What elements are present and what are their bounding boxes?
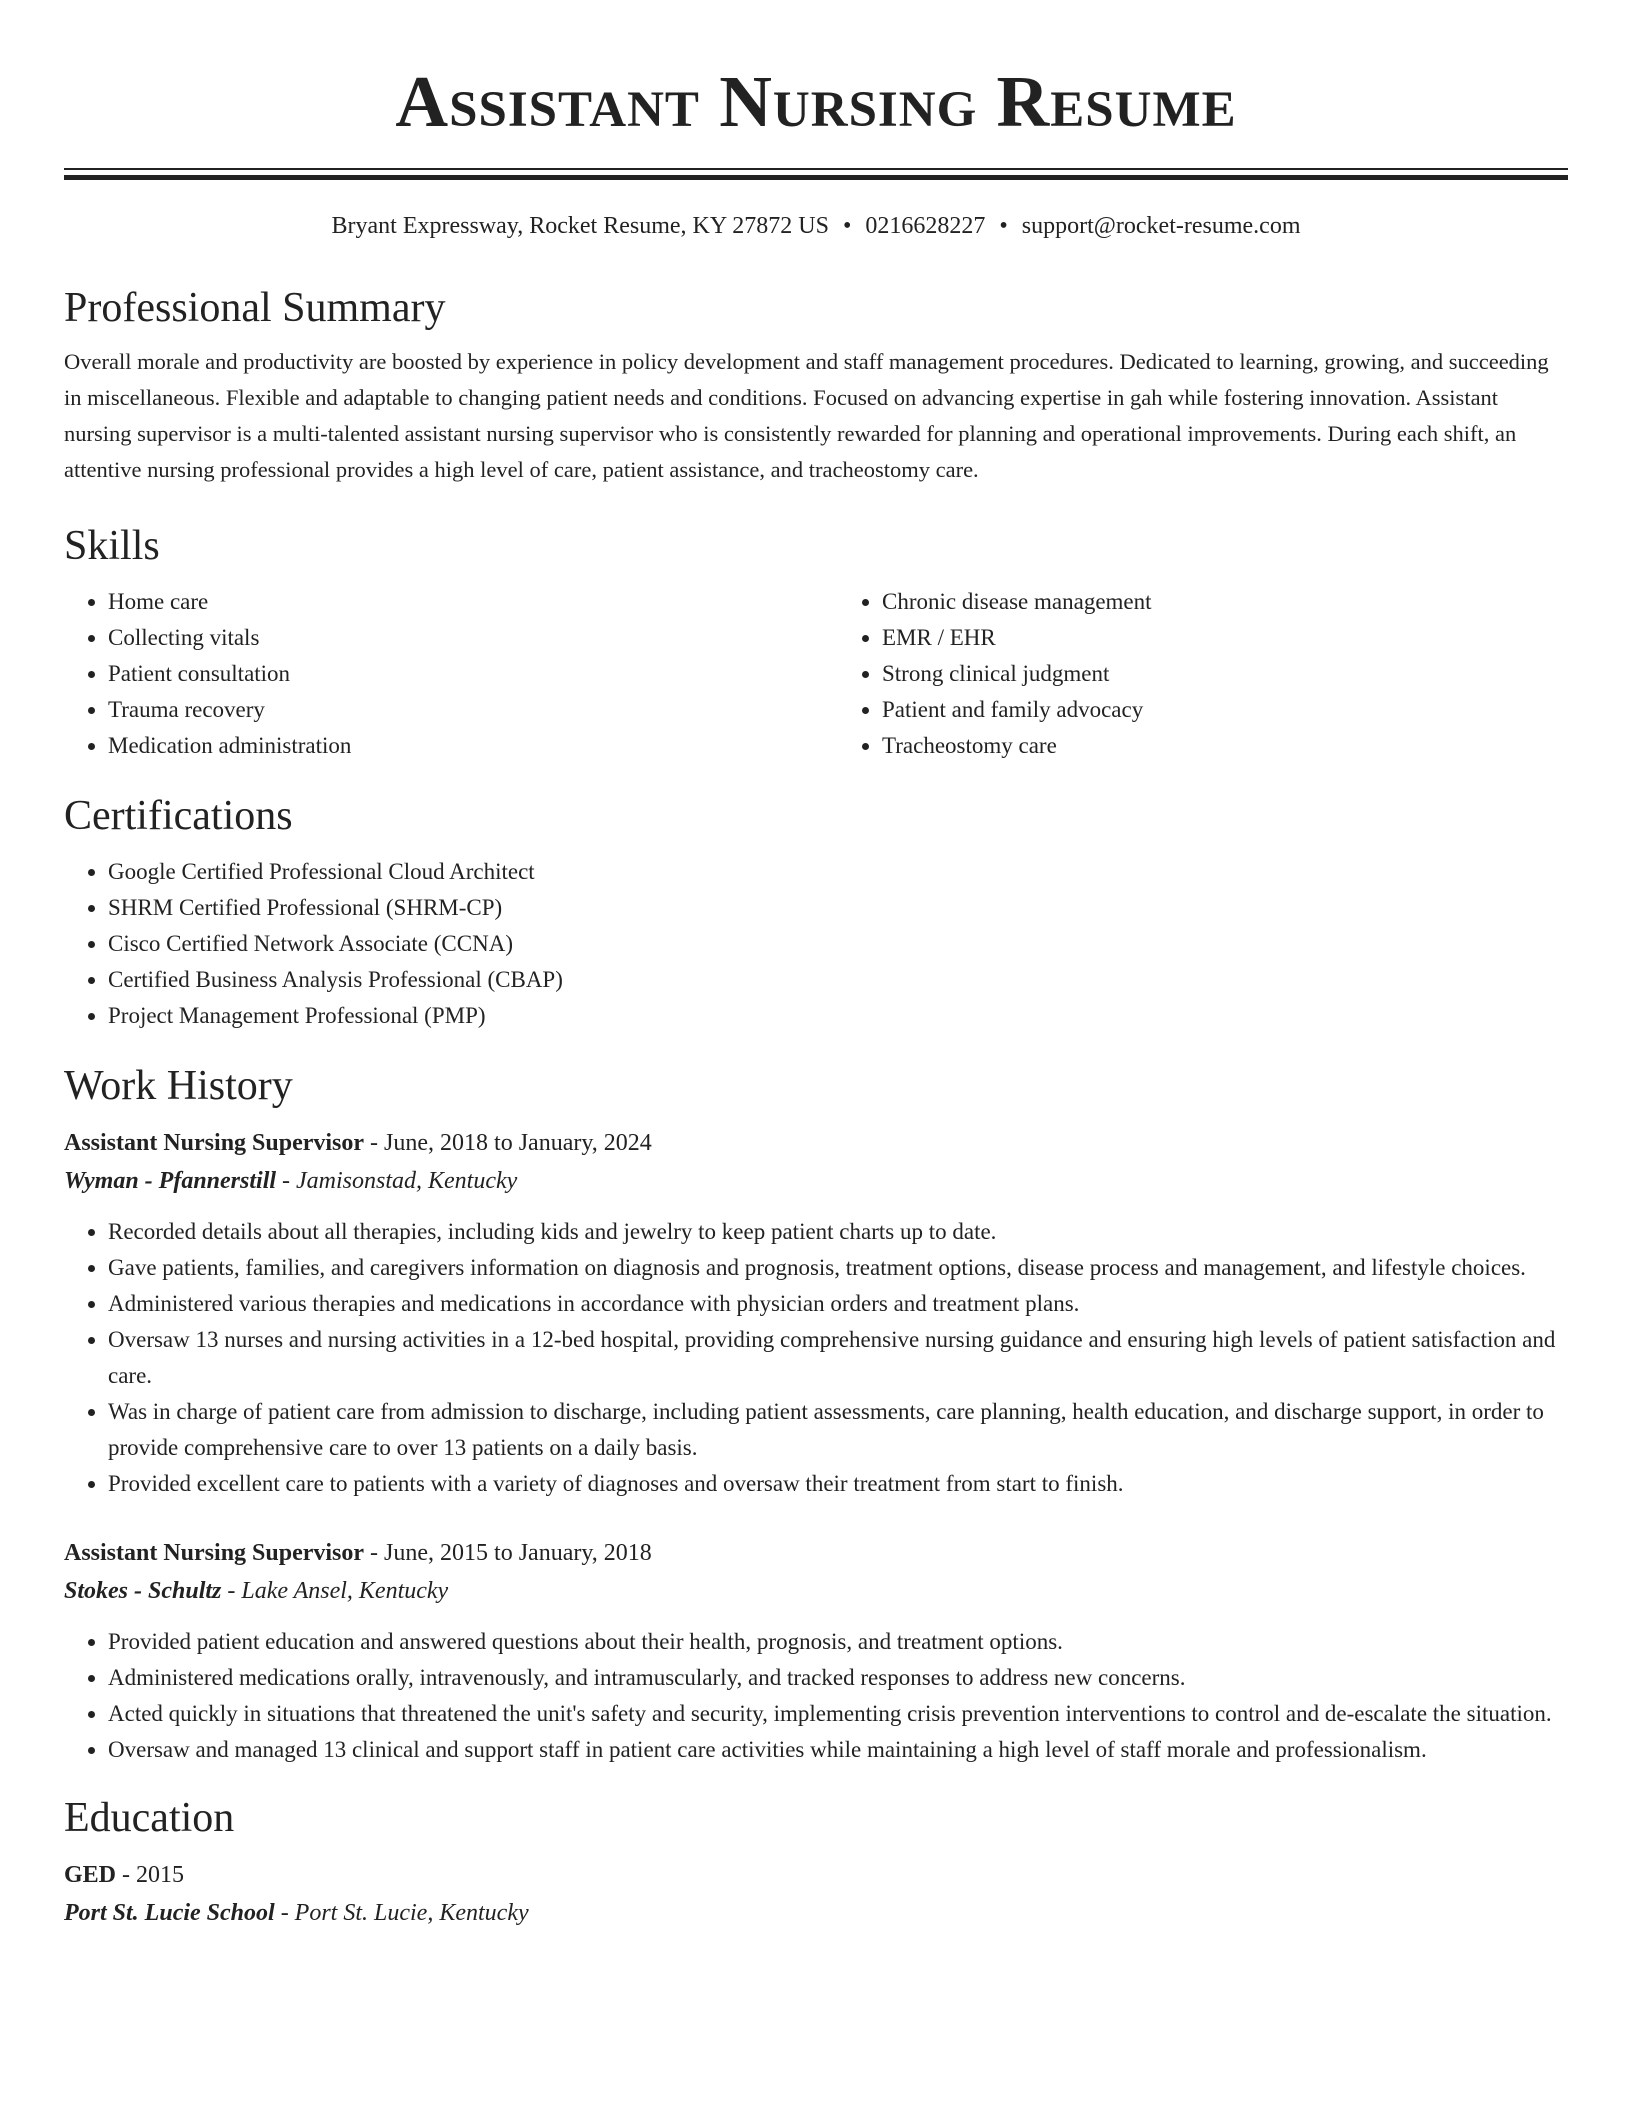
job-bullet: • Acted quickly in situations that threatened the unit's safety and security, implementing crisis prevention interventions to control and de-escalate the situation. <box>108 1696 1568 1732</box>
skill-item: • Collecting vitals <box>108 620 838 656</box>
job-bullet: • Recorded details about all therapies, including kids and jewelry to keep patient charts up to date. <box>108 1214 1568 1250</box>
skill-item: • Patient and family advocacy <box>882 692 1568 728</box>
skill-item: • Strong clinical judgment <box>882 656 1568 692</box>
job-bullet: • Oversaw 13 nurses and nursing activities in a 12-bed hospital, providing comprehensive nursing guidance and ensuring high levels of patient satisfaction and care. <box>108 1322 1568 1394</box>
job-bullet: • Oversaw and managed 13 clinical and support staff in patient care activities while maintaining a high level of staff morale and professionalism. <box>108 1732 1568 1768</box>
summary-text: Overall morale and productivity are boosted by experience in policy development and staff management procedures. Dedicated to learning, growing, and succeeding in miscellaneous. Flexible and adaptable to changing patient needs and conditions. Focused on advancing expertise in gah while fostering innovation. Assistant nursing supervisor is a multi-talented assistant nursing supervisor who is consistently rewarded for planning and operational improvements. During each shift, an attentive nursing professional provides a high level of care, patient assistance, and tracheostomy care. <box>64 349 1549 482</box>
contact-email: support@rocket-resume.com <box>1021 213 1301 239</box>
education-school: Port St. Lucie School <box>64 1900 275 1926</box>
skill-item: • Patient consultation <box>108 656 838 692</box>
skills-column-right <box>838 584 1568 764</box>
skills-list <box>64 584 1568 764</box>
certification-item: • SHRM Certified Professional (SHRM-CP) <box>108 890 1568 926</box>
skill-item: • Chronic disease management <box>882 584 1568 620</box>
job-header <box>64 1124 1568 1162</box>
job-employer <box>64 1572 1568 1610</box>
skill-item: • EMR / EHR <box>882 620 1568 656</box>
resume-title: Assistant Nursing Resume <box>395 61 1237 142</box>
education-year: - 2015 <box>116 1862 185 1888</box>
job-location: - Jamisonstad, Kentucky <box>276 1168 518 1194</box>
skill-item: • Trauma recovery <box>108 692 838 728</box>
job-bullet: • Provided patient education and answered questions about their health, prognosis, and treatment options. <box>108 1624 1568 1660</box>
education-entry <box>64 1856 1568 1932</box>
job-bullets <box>64 1214 1568 1502</box>
contact-line <box>64 210 1568 242</box>
job-company: Wyman - Pfannerstill <box>64 1168 277 1194</box>
job-title: Assistant Nursing Supervisor <box>64 1540 365 1566</box>
job-header <box>64 1534 1568 1572</box>
job-bullet: • Gave patients, families, and caregivers information on diagnosis and prognosis, treatment options, disease process and management, and lifestyle choices. <box>108 1250 1568 1286</box>
job-bullet: • Provided excellent care to patients with a variety of diagnoses and oversaw their treatment from start to finish. <box>108 1466 1568 1502</box>
certification-item: • Project Management Professional (PMP) <box>108 998 1568 1034</box>
contact-phone: 0216628227 <box>865 213 986 239</box>
skills-column-left <box>64 584 838 764</box>
job-location: - Lake Ansel, Kentucky <box>221 1578 449 1604</box>
certification-item: • Certified Business Analysis Professional (CBAP) <box>108 962 1568 998</box>
section-heading-certifications: Certifications <box>64 793 293 839</box>
job-dates: - June, 2018 to January, 2024 <box>364 1130 652 1156</box>
contact-separator: • <box>842 213 852 239</box>
skill-item: • Medication administration <box>108 728 838 764</box>
job-bullet: • Was in charge of patient care from admission to discharge, including patient assessments, care planning, health education, and discharge support, in order to provide comprehensive care to over 13 patients on a daily basis. <box>108 1394 1568 1466</box>
education-header <box>64 1856 1568 1894</box>
section-heading-education: Education <box>64 1795 235 1841</box>
section-heading-skills: Skills <box>64 523 160 569</box>
education-location: - Port St. Lucie, Kentucky <box>274 1900 529 1926</box>
section-heading-summary: Professional Summary <box>64 285 446 331</box>
contact-separator: • <box>999 213 1008 239</box>
title-divider-thin <box>64 168 1568 170</box>
job-entry <box>64 1124 1568 1502</box>
job-entry <box>64 1534 1568 1768</box>
job-bullet: • Administered medications orally, intravenously, and intramuscularly, and tracked responses to address new concerns. <box>108 1660 1568 1696</box>
job-bullets <box>64 1624 1568 1768</box>
certification-item: • Cisco Certified Network Associate (CCNA) <box>108 926 1568 962</box>
title-divider-thick <box>64 175 1568 180</box>
contact-address: Bryant Expressway, Rocket Resume, KY 27872 US <box>331 213 829 239</box>
job-company: Stokes - Schultz <box>64 1578 222 1604</box>
certifications-list <box>64 854 1568 1034</box>
job-dates: - June, 2015 to January, 2018 <box>364 1540 652 1566</box>
certification-item: • Google Certified Professional Cloud Architect <box>108 854 1568 890</box>
job-employer <box>64 1162 1568 1200</box>
section-heading-work-history: Work History <box>64 1063 293 1109</box>
education-degree: GED <box>64 1862 117 1888</box>
education-school-line <box>64 1894 1568 1932</box>
skill-item: • Tracheostomy care <box>882 728 1568 764</box>
job-bullet: • Administered various therapies and medications in accordance with physician orders and treatment plans. <box>108 1286 1568 1322</box>
skill-item: • Home care <box>108 584 838 620</box>
job-title: Assistant Nursing Supervisor <box>64 1130 365 1156</box>
